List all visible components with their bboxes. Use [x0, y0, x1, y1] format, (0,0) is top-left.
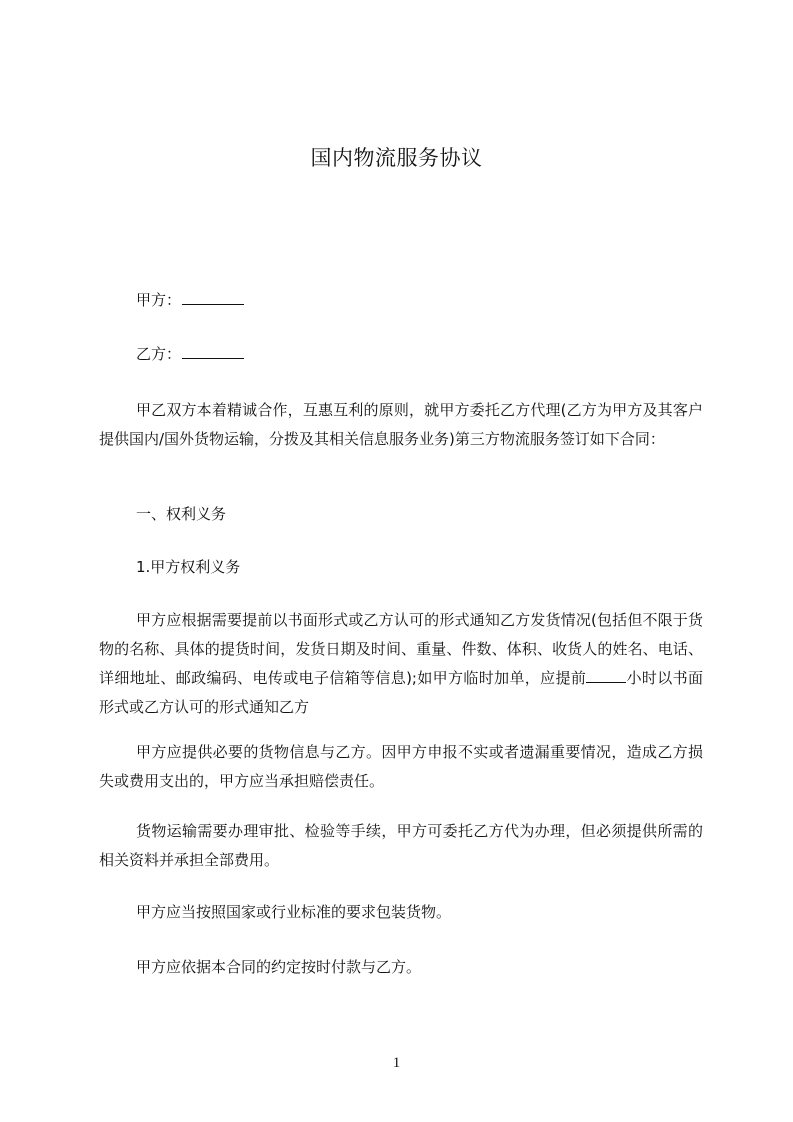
intro-paragraph: 甲乙双方本着精诚合作，互惠互利的原则，就甲方委托乙方代理(乙方为甲方及其客户提供国内/国外货物运输，分拨及其相关信息服务业务)第三方物流服务签订如下合同：: [99, 401, 703, 448]
document-title: 国内物流服务协议: [310, 146, 483, 170]
party-a-label: 甲方：: [136, 291, 182, 309]
clause-1-text-b: 小时以书面形式或乙方认可的形式通知乙方: [99, 669, 703, 716]
party-b-blank: [182, 344, 244, 359]
section-1-heading: 一、权利义务: [136, 505, 227, 523]
clause-5-paragraph: 甲方应依据本合同的约定按时付款与乙方。: [136, 958, 422, 976]
clause-3-paragraph: 货物运输需要办理审批、检验等手续，甲方可委托乙方代为办理，但必须提供所需的相关资料并承担全部费用。: [99, 822, 703, 869]
party-b-line: [99, 340, 703, 369]
clause-1-paragraph: [99, 606, 703, 722]
clause-1-text-a: 甲方应根据需要提前以书面形式或乙方认可的形式通知乙方发货情况(包括但不限于货物的名称、具体的提货时间，发货日期及时间、重量、件数、体积、收货人的姓名、电话、详细地址、邮政编码、电传或电子信箱等信息);如甲方临时加单，应提前: [99, 611, 703, 687]
page-number: 1: [392, 1055, 401, 1071]
subsection-1-heading: 1.甲方权利义务: [136, 558, 241, 576]
clause-2-paragraph: 甲方应提供必要的货物信息与乙方。因甲方申报不实或者遗漏重要情况，造成乙方损失或费用支出的，甲方应当承担赔偿责任。: [99, 743, 703, 790]
party-a-blank: [182, 290, 244, 305]
hours-blank: [586, 668, 626, 683]
clause-4-paragraph: 甲方应当按照国家或行业标准的要求包装货物。: [136, 903, 452, 921]
party-b-label: 乙方：: [136, 345, 182, 363]
party-a-line: [99, 286, 703, 315]
